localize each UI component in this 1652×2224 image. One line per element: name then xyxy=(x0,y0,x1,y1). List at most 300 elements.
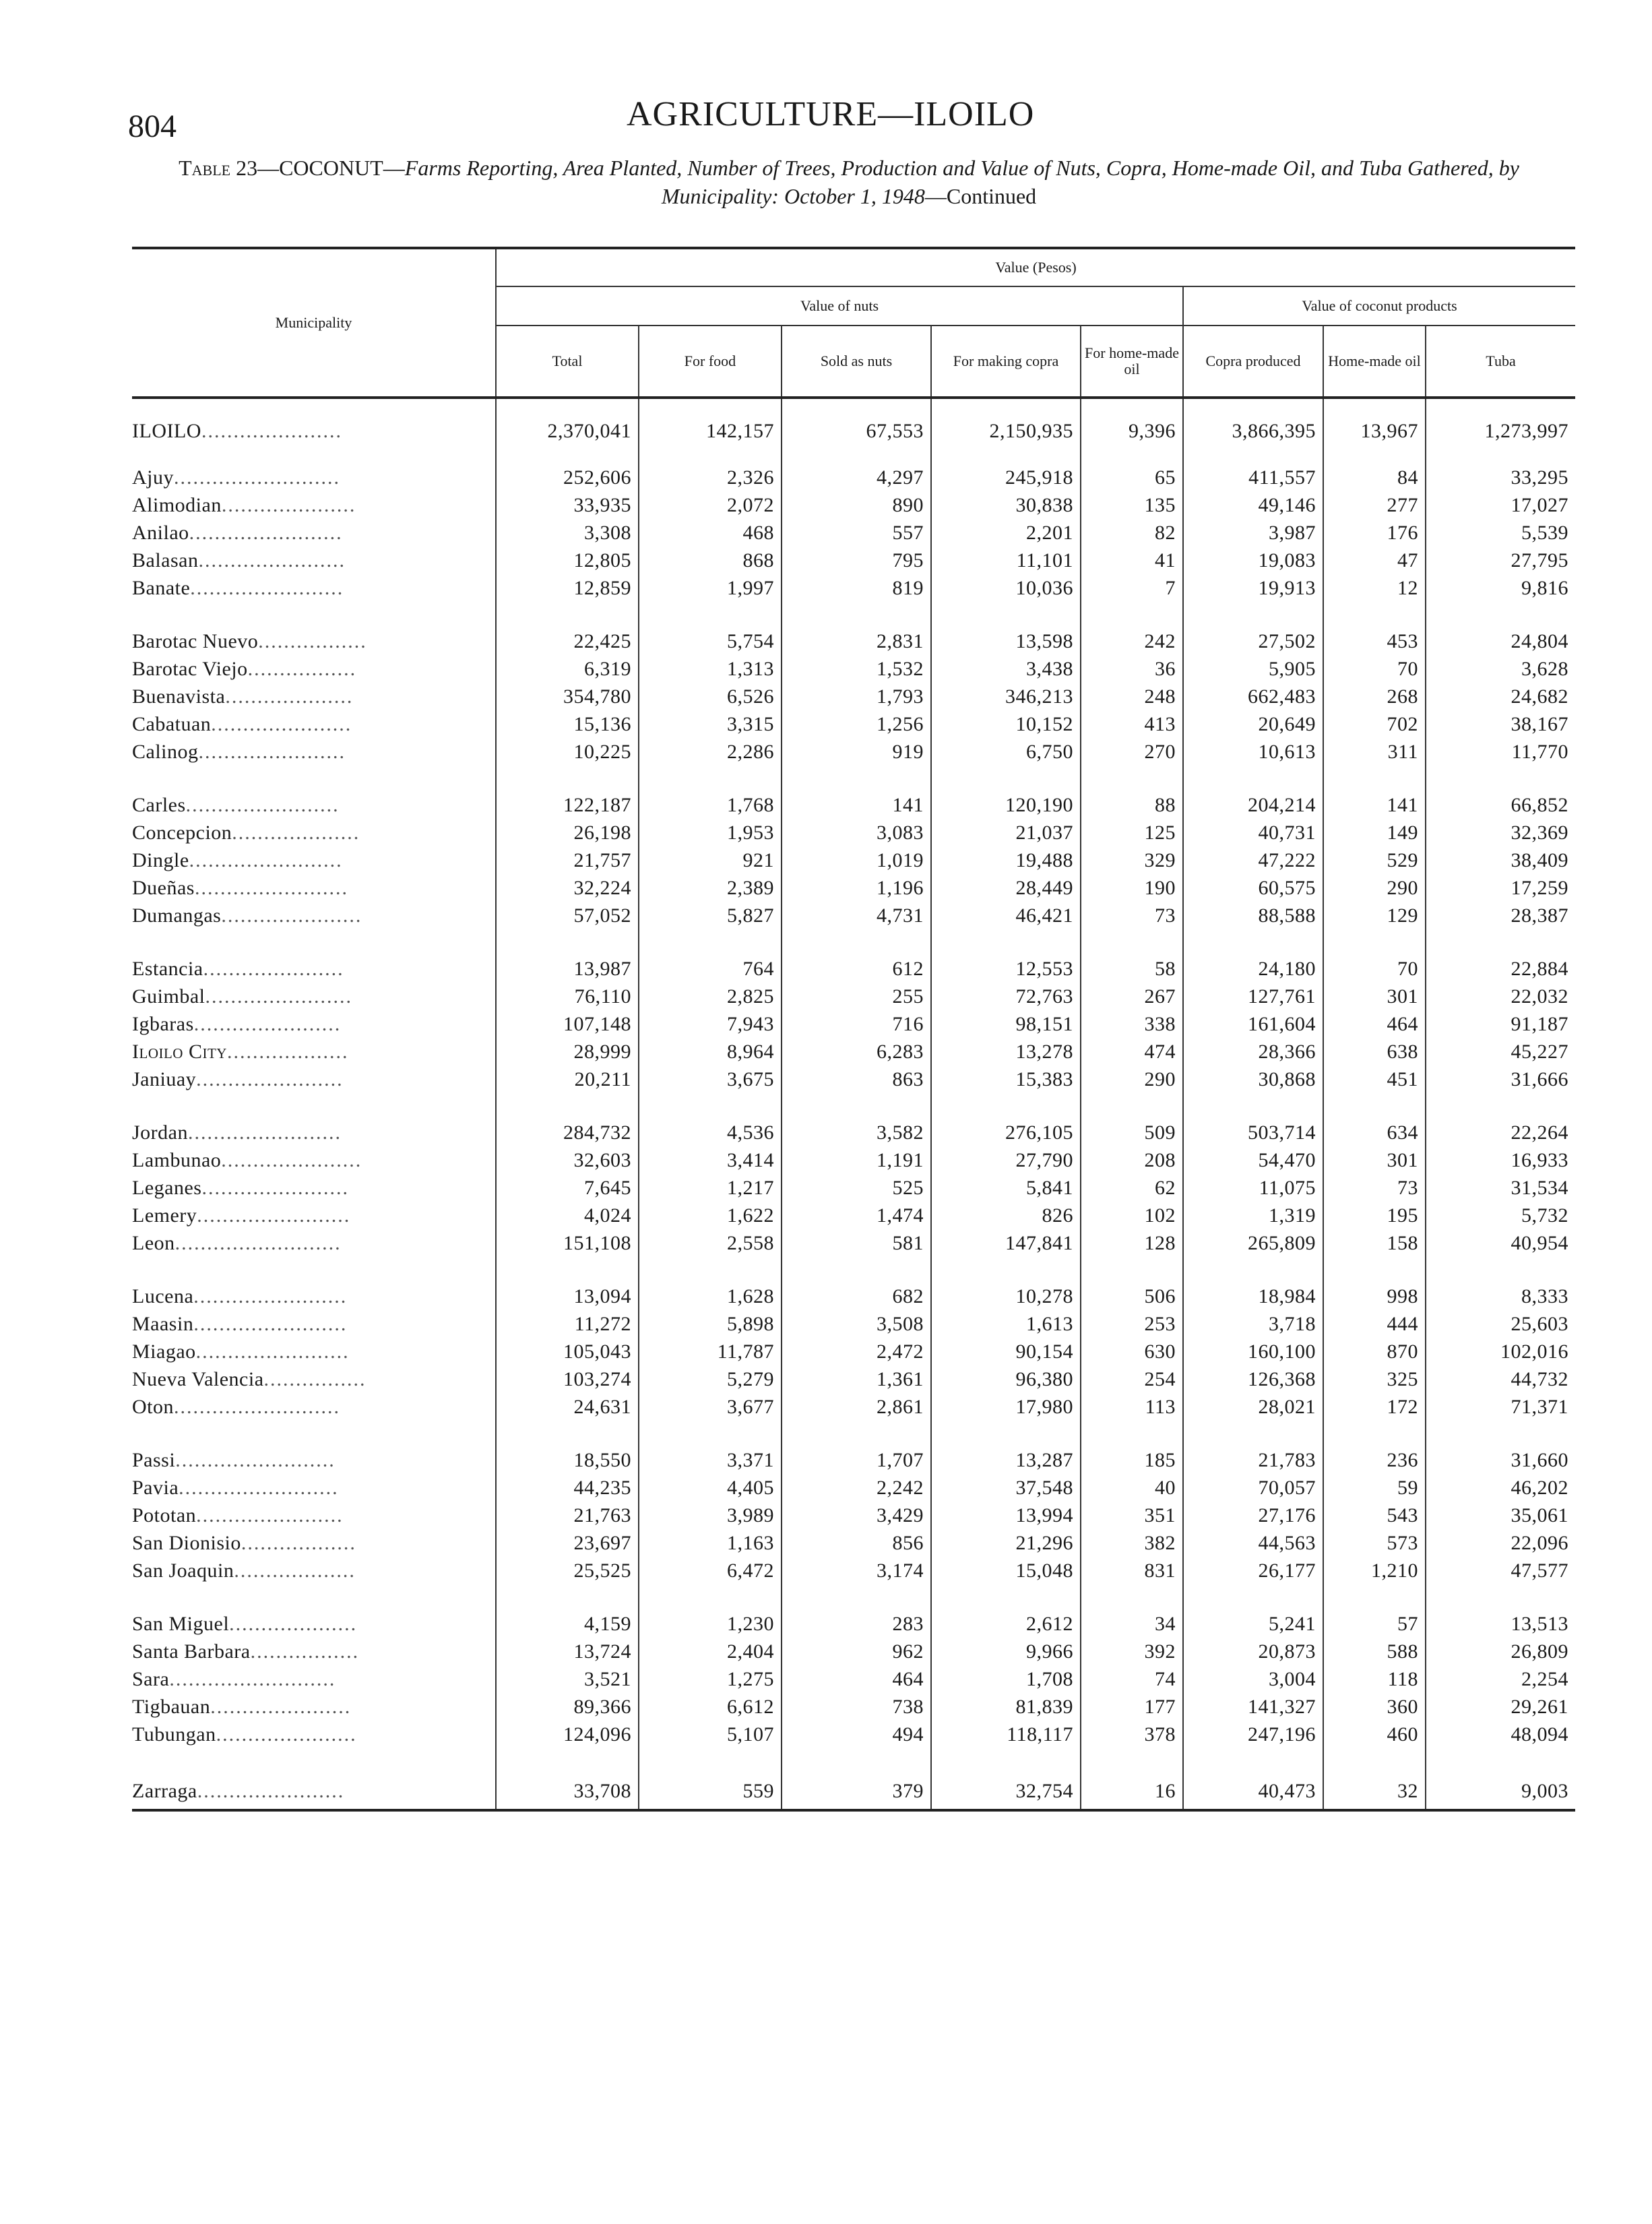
cell-copra-produced: 18,984 xyxy=(1183,1283,1323,1310)
table-row xyxy=(132,1365,1575,1393)
table-row xyxy=(132,627,1575,655)
cell-for-food: 3,675 xyxy=(639,1065,782,1093)
leader-dots: ................ xyxy=(263,1367,367,1390)
cell-home-made-oil: 84 xyxy=(1323,464,1426,491)
cell-tuba: 22,096 xyxy=(1426,1529,1575,1557)
cell-tuba: 40,954 xyxy=(1426,1229,1575,1257)
table-row xyxy=(132,1446,1575,1474)
cell-copra-produced: 47,222 xyxy=(1183,846,1323,874)
cell-total: 252,606 xyxy=(496,464,639,491)
cell-for-home-made-oil: 177 xyxy=(1081,1693,1183,1721)
leader-dots: ................... xyxy=(226,1040,349,1063)
cell-copra-produced: 204,214 xyxy=(1183,791,1323,819)
municipality-label: Janiuay xyxy=(132,1068,197,1090)
table-row xyxy=(132,1393,1575,1421)
cell-sold-as-nuts: 819 xyxy=(782,574,931,602)
cell-for-making-copra: 96,380 xyxy=(931,1365,1081,1393)
cell-tuba: 48,094 xyxy=(1426,1721,1575,1748)
table-label: Table 23—COCONUT— xyxy=(179,156,405,180)
cell-home-made-oil: 311 xyxy=(1323,738,1426,766)
municipality-name xyxy=(132,655,496,683)
municipality-header: Municipality xyxy=(132,248,496,398)
municipality-label: Guimbal xyxy=(132,985,205,1008)
cell-sold-as-nuts: 2,831 xyxy=(782,627,931,655)
cell-sold-as-nuts: 2,861 xyxy=(782,1393,931,1421)
cell-total: 3,521 xyxy=(496,1665,639,1693)
cell-for-making-copra: 90,154 xyxy=(931,1338,1081,1365)
cell-for-food: 3,677 xyxy=(639,1393,782,1421)
cell-for-making-copra: 276,105 xyxy=(931,1119,1081,1146)
municipality-name xyxy=(132,710,496,738)
cell-copra-produced: 40,731 xyxy=(1183,819,1323,846)
cell-for-home-made-oil: 254 xyxy=(1081,1365,1183,1393)
cell-sold-as-nuts: 738 xyxy=(782,1693,931,1721)
cell-for-home-made-oil: 509 xyxy=(1081,1119,1183,1146)
municipality-label: Nueva Valencia xyxy=(132,1367,264,1390)
cell-tuba: 5,539 xyxy=(1426,519,1575,547)
cell-total: 354,780 xyxy=(496,683,639,710)
cell-total: 32,603 xyxy=(496,1146,639,1174)
cell-for-home-made-oil: 413 xyxy=(1081,710,1183,738)
cell-copra-produced: 247,196 xyxy=(1183,1721,1323,1748)
municipality-label: Alimodian xyxy=(132,493,222,516)
cell-copra-produced: 3,987 xyxy=(1183,519,1323,547)
municipality-name xyxy=(132,1119,496,1146)
cell-for-home-made-oil: 208 xyxy=(1081,1146,1183,1174)
cell-tuba: 17,027 xyxy=(1426,491,1575,519)
cell-total: 15,136 xyxy=(496,710,639,738)
cell-sold-as-nuts: 2,472 xyxy=(782,1338,931,1365)
municipality-label: Dingle xyxy=(132,848,189,871)
group-spacer xyxy=(132,1421,1575,1446)
municipality-label: Tubungan xyxy=(132,1723,216,1746)
cell-copra-produced: 161,604 xyxy=(1183,1010,1323,1038)
cell-sold-as-nuts: 1,019 xyxy=(782,846,931,874)
table-row xyxy=(132,1721,1575,1748)
municipality-name xyxy=(132,547,496,574)
municipality-name xyxy=(132,1446,496,1474)
cell-total: 13,987 xyxy=(496,955,639,983)
cell-sold-as-nuts: 283 xyxy=(782,1610,931,1638)
municipality-name xyxy=(132,1474,496,1502)
municipality-label: San Joaquin xyxy=(132,1559,234,1582)
cell-for-making-copra: 826 xyxy=(931,1202,1081,1229)
municipality-label: Barotac Nuevo xyxy=(132,629,259,652)
cell-home-made-oil: 301 xyxy=(1323,983,1426,1010)
cell-tuba: 24,682 xyxy=(1426,683,1575,710)
cell-for-food: 5,827 xyxy=(639,902,782,929)
cell-copra-produced: 3,866,395 xyxy=(1183,398,1323,464)
cell-for-food: 3,414 xyxy=(639,1146,782,1174)
cell-sold-as-nuts: 856 xyxy=(782,1529,931,1557)
cell-for-home-made-oil: 378 xyxy=(1081,1721,1183,1748)
cell-sold-as-nuts: 795 xyxy=(782,547,931,574)
leader-dots: ....................... xyxy=(198,740,346,763)
cell-tuba: 35,061 xyxy=(1426,1502,1575,1529)
municipality-label: ILOILO xyxy=(132,420,201,442)
table-row xyxy=(132,1665,1575,1693)
municipality-name xyxy=(132,1502,496,1529)
cell-for-home-made-oil: 74 xyxy=(1081,1665,1183,1693)
municipality-label: Lemery xyxy=(132,1204,197,1227)
cell-home-made-oil: 277 xyxy=(1323,491,1426,519)
cell-for-making-copra: 72,763 xyxy=(931,983,1081,1010)
leader-dots: .......................... xyxy=(174,1395,340,1418)
cell-for-home-made-oil: 290 xyxy=(1081,1065,1183,1093)
table-row xyxy=(132,983,1575,1010)
leader-dots: ........................ xyxy=(185,793,340,816)
col-for-home-made-oil-header: For home-made oil xyxy=(1081,326,1183,398)
cell-for-home-made-oil: 36 xyxy=(1081,655,1183,683)
leader-dots: ...................... xyxy=(221,904,362,927)
leader-dots: ...................... xyxy=(221,1148,362,1171)
leader-dots: ....................... xyxy=(196,1504,344,1526)
cell-home-made-oil: 290 xyxy=(1323,874,1426,902)
cell-tuba: 17,259 xyxy=(1426,874,1575,902)
cell-copra-produced: 5,241 xyxy=(1183,1610,1323,1638)
cell-home-made-oil: 702 xyxy=(1323,710,1426,738)
cell-for-making-copra: 10,278 xyxy=(931,1283,1081,1310)
group-spacer xyxy=(132,1584,1575,1610)
cell-total: 12,805 xyxy=(496,547,639,574)
cell-for-making-copra: 1,708 xyxy=(931,1665,1081,1693)
cell-for-food: 5,107 xyxy=(639,1721,782,1748)
cell-home-made-oil: 70 xyxy=(1323,955,1426,983)
cell-tuba: 1,273,997 xyxy=(1426,398,1575,464)
municipality-name xyxy=(132,1038,496,1065)
cell-sold-as-nuts: 863 xyxy=(782,1065,931,1093)
cell-home-made-oil: 453 xyxy=(1323,627,1426,655)
municipality-name xyxy=(132,1665,496,1693)
cell-for-making-copra: 2,201 xyxy=(931,519,1081,547)
municipality-name xyxy=(132,1174,496,1202)
cell-sold-as-nuts: 890 xyxy=(782,491,931,519)
table-row xyxy=(132,819,1575,846)
municipality-label: Iloilo City xyxy=(132,1040,227,1063)
cell-for-food: 2,072 xyxy=(639,491,782,519)
cell-for-making-copra: 147,841 xyxy=(931,1229,1081,1257)
municipality-label: Jordan xyxy=(132,1121,188,1144)
leader-dots: ...................... xyxy=(201,420,342,442)
municipality-label: Buenavista xyxy=(132,685,226,708)
municipality-label: Zarraga xyxy=(132,1780,197,1802)
cell-copra-produced: 411,557 xyxy=(1183,464,1323,491)
cell-for-home-made-oil: 248 xyxy=(1081,683,1183,710)
cell-sold-as-nuts: 141 xyxy=(782,791,931,819)
leader-dots: ....................... xyxy=(205,985,352,1008)
cell-home-made-oil: 70 xyxy=(1323,655,1426,683)
municipality-name xyxy=(132,1338,496,1365)
cell-sold-as-nuts: 4,731 xyxy=(782,902,931,929)
leader-dots: ........................ xyxy=(190,576,344,599)
municipality-name xyxy=(132,738,496,766)
cell-tuba: 102,016 xyxy=(1426,1338,1575,1365)
cell-tuba: 47,577 xyxy=(1426,1557,1575,1584)
cell-tuba: 22,264 xyxy=(1426,1119,1575,1146)
cell-for-food: 1,953 xyxy=(639,819,782,846)
municipality-label: Banate xyxy=(132,576,191,599)
cell-sold-as-nuts: 716 xyxy=(782,1010,931,1038)
cell-for-making-copra: 346,213 xyxy=(931,683,1081,710)
cell-home-made-oil: 32 xyxy=(1323,1774,1426,1810)
cell-for-food: 142,157 xyxy=(639,398,782,464)
cell-copra-produced: 26,177 xyxy=(1183,1557,1323,1584)
cell-home-made-oil: 172 xyxy=(1323,1393,1426,1421)
cell-for-home-made-oil: 242 xyxy=(1081,627,1183,655)
cell-home-made-oil: 464 xyxy=(1323,1010,1426,1038)
cell-tuba: 16,933 xyxy=(1426,1146,1575,1174)
leader-dots: ................. xyxy=(258,629,367,652)
cell-sold-as-nuts: 1,793 xyxy=(782,683,931,710)
cell-for-food: 1,768 xyxy=(639,791,782,819)
leader-dots: ...................... xyxy=(203,957,344,980)
cell-for-home-made-oil: 185 xyxy=(1081,1446,1183,1474)
cell-for-making-copra: 81,839 xyxy=(931,1693,1081,1721)
cell-tuba: 13,513 xyxy=(1426,1610,1575,1638)
cell-for-food: 2,389 xyxy=(639,874,782,902)
cell-total: 21,757 xyxy=(496,846,639,874)
municipality-label: Concepcion xyxy=(132,821,232,844)
cell-for-making-copra: 32,754 xyxy=(931,1774,1081,1810)
cell-for-food: 5,898 xyxy=(639,1310,782,1338)
cell-copra-produced: 503,714 xyxy=(1183,1119,1323,1146)
cell-copra-produced: 1,319 xyxy=(1183,1202,1323,1229)
municipality-label: Ajuy xyxy=(132,466,174,489)
cell-tuba: 28,387 xyxy=(1426,902,1575,929)
cell-sold-as-nuts: 4,297 xyxy=(782,464,931,491)
cell-for-making-copra: 98,151 xyxy=(931,1010,1081,1038)
cell-tuba: 31,660 xyxy=(1426,1446,1575,1474)
cell-copra-produced: 5,905 xyxy=(1183,655,1323,683)
cell-total: 20,211 xyxy=(496,1065,639,1093)
leader-dots: .................. xyxy=(241,1531,356,1554)
table-row xyxy=(132,1610,1575,1638)
cell-home-made-oil: 638 xyxy=(1323,1038,1426,1065)
leader-dots: ....................... xyxy=(197,1780,345,1802)
municipality-label: Dumangas xyxy=(132,904,222,927)
cell-total: 28,999 xyxy=(496,1038,639,1065)
municipality-name xyxy=(132,1010,496,1038)
table-row xyxy=(132,1502,1575,1529)
cell-for-food: 921 xyxy=(639,846,782,874)
cell-home-made-oil: 12 xyxy=(1323,574,1426,602)
cell-total: 26,198 xyxy=(496,819,639,846)
cell-tuba: 9,003 xyxy=(1426,1774,1575,1810)
cell-for-making-copra: 6,750 xyxy=(931,738,1081,766)
table-row xyxy=(132,791,1575,819)
cell-copra-produced: 30,868 xyxy=(1183,1065,1323,1093)
municipality-name xyxy=(132,1693,496,1721)
running-head: AGRICULTURE—ILOILO xyxy=(627,95,1035,133)
cell-home-made-oil: 870 xyxy=(1323,1338,1426,1365)
cell-home-made-oil: 325 xyxy=(1323,1365,1426,1393)
cell-tuba: 3,628 xyxy=(1426,655,1575,683)
municipality-name xyxy=(132,627,496,655)
col-home-made-oil-header: Home-made oil xyxy=(1323,326,1426,398)
municipality-name xyxy=(132,491,496,519)
table-row xyxy=(132,1038,1575,1065)
cell-total: 105,043 xyxy=(496,1338,639,1365)
cell-for-home-made-oil: 474 xyxy=(1081,1038,1183,1065)
cell-for-making-copra: 30,838 xyxy=(931,491,1081,519)
group-spacer xyxy=(132,1257,1575,1283)
leader-dots: ..................... xyxy=(221,493,356,516)
table-row xyxy=(132,1638,1575,1665)
cell-for-food: 6,612 xyxy=(639,1693,782,1721)
cell-for-making-copra: 27,790 xyxy=(931,1146,1081,1174)
leader-dots: .......................... xyxy=(174,466,340,489)
cell-copra-produced: 20,873 xyxy=(1183,1638,1323,1665)
cell-for-making-copra: 2,150,935 xyxy=(931,398,1081,464)
table-row xyxy=(132,1310,1575,1338)
cell-sold-as-nuts: 962 xyxy=(782,1638,931,1665)
cell-for-food: 8,964 xyxy=(639,1038,782,1065)
cell-for-food: 559 xyxy=(639,1774,782,1810)
leader-dots: ....................... xyxy=(196,1068,344,1090)
municipality-name xyxy=(132,846,496,874)
cell-for-home-made-oil: 113 xyxy=(1081,1393,1183,1421)
cell-total: 4,024 xyxy=(496,1202,639,1229)
municipality-label: Igbaras xyxy=(132,1012,194,1035)
municipality-label: Passi xyxy=(132,1448,176,1471)
leader-dots: ........................ xyxy=(189,848,343,871)
cell-total: 24,631 xyxy=(496,1393,639,1421)
cell-sold-as-nuts: 1,191 xyxy=(782,1146,931,1174)
table-row xyxy=(132,1557,1575,1584)
table-row xyxy=(132,710,1575,738)
municipality-label: Dueñas xyxy=(132,876,195,899)
cell-sold-as-nuts: 3,429 xyxy=(782,1502,931,1529)
group-spacer xyxy=(132,602,1575,627)
table-row xyxy=(132,519,1575,547)
leader-dots: ....................... xyxy=(193,1012,342,1035)
cell-for-making-copra: 12,553 xyxy=(931,955,1081,983)
cell-home-made-oil: 451 xyxy=(1323,1065,1426,1093)
cell-for-making-copra: 3,438 xyxy=(931,655,1081,683)
table-row xyxy=(132,547,1575,574)
cell-sold-as-nuts: 3,508 xyxy=(782,1310,931,1338)
leader-dots: ...................... xyxy=(210,1695,352,1718)
cell-total: 57,052 xyxy=(496,902,639,929)
cell-sold-as-nuts: 3,083 xyxy=(782,819,931,846)
municipality-name xyxy=(132,574,496,602)
cell-for-food: 2,404 xyxy=(639,1638,782,1665)
cell-for-making-copra: 37,548 xyxy=(931,1474,1081,1502)
cell-tuba: 24,804 xyxy=(1426,627,1575,655)
municipality-name xyxy=(132,1557,496,1584)
cell-total: 13,094 xyxy=(496,1283,639,1310)
cell-total: 32,224 xyxy=(496,874,639,902)
municipality-label: San Dionisio xyxy=(132,1531,241,1554)
cell-sold-as-nuts: 6,283 xyxy=(782,1038,931,1065)
cell-tuba: 71,371 xyxy=(1426,1393,1575,1421)
cell-for-home-made-oil: 351 xyxy=(1081,1502,1183,1529)
cell-copra-produced: 20,649 xyxy=(1183,710,1323,738)
cell-total: 33,935 xyxy=(496,491,639,519)
cell-total: 25,525 xyxy=(496,1557,639,1584)
cell-tuba: 44,732 xyxy=(1426,1365,1575,1393)
municipality-label: Tigbauan xyxy=(132,1695,211,1718)
cell-for-home-made-oil: 62 xyxy=(1081,1174,1183,1202)
cell-tuba: 38,409 xyxy=(1426,846,1575,874)
municipality-label: Estancia xyxy=(132,957,203,980)
cell-for-food: 1,230 xyxy=(639,1610,782,1638)
cell-tuba: 8,333 xyxy=(1426,1283,1575,1310)
municipality-label: Miagao xyxy=(132,1340,196,1363)
cell-for-home-made-oil: 630 xyxy=(1081,1338,1183,1365)
leader-dots: ................... xyxy=(234,1559,356,1582)
cell-home-made-oil: 529 xyxy=(1323,846,1426,874)
table-row xyxy=(132,574,1575,602)
cell-home-made-oil: 141 xyxy=(1323,791,1426,819)
cell-for-home-made-oil: 102 xyxy=(1081,1202,1183,1229)
leader-dots: ...................... xyxy=(211,712,352,735)
cell-copra-produced: 160,100 xyxy=(1183,1338,1323,1365)
cell-total: 2,370,041 xyxy=(496,398,639,464)
table-row xyxy=(132,846,1575,874)
cell-copra-produced: 28,021 xyxy=(1183,1393,1323,1421)
cell-for-home-made-oil: 135 xyxy=(1081,491,1183,519)
cell-copra-produced: 126,368 xyxy=(1183,1365,1323,1393)
cell-for-making-copra: 19,488 xyxy=(931,846,1081,874)
table-row xyxy=(132,1338,1575,1365)
cell-total: 23,697 xyxy=(496,1529,639,1557)
cell-home-made-oil: 1,210 xyxy=(1323,1557,1426,1584)
cell-home-made-oil: 236 xyxy=(1323,1446,1426,1474)
cell-total: 284,732 xyxy=(496,1119,639,1146)
cell-total: 18,550 xyxy=(496,1446,639,1474)
cell-tuba: 22,032 xyxy=(1426,983,1575,1010)
cell-sold-as-nuts: 1,474 xyxy=(782,1202,931,1229)
cell-for-food: 1,275 xyxy=(639,1665,782,1693)
municipality-label: Lambunao xyxy=(132,1148,222,1171)
municipality-label: Pavia xyxy=(132,1476,179,1499)
cell-for-making-copra: 2,612 xyxy=(931,1610,1081,1638)
cell-for-making-copra: 21,296 xyxy=(931,1529,1081,1557)
cell-total: 124,096 xyxy=(496,1721,639,1748)
cell-for-making-copra: 9,966 xyxy=(931,1638,1081,1665)
cell-for-home-made-oil: 382 xyxy=(1081,1529,1183,1557)
cell-for-making-copra: 11,101 xyxy=(931,547,1081,574)
cell-copra-produced: 54,470 xyxy=(1183,1146,1323,1174)
cell-home-made-oil: 360 xyxy=(1323,1693,1426,1721)
group-spacer xyxy=(132,766,1575,791)
cell-for-food: 11,787 xyxy=(639,1338,782,1365)
table-continued: —Continued xyxy=(924,184,1037,208)
group-spacer xyxy=(132,1093,1575,1119)
municipality-name xyxy=(132,1774,496,1810)
cell-sold-as-nuts: 255 xyxy=(782,983,931,1010)
cell-sold-as-nuts: 3,174 xyxy=(782,1557,931,1584)
cell-total: 122,187 xyxy=(496,791,639,819)
leader-dots: .......................... xyxy=(174,1231,342,1254)
table-row xyxy=(132,491,1575,519)
cell-tuba: 66,852 xyxy=(1426,791,1575,819)
cell-for-home-made-oil: 65 xyxy=(1081,464,1183,491)
cell-home-made-oil: 59 xyxy=(1323,1474,1426,1502)
cell-home-made-oil: 129 xyxy=(1323,902,1426,929)
municipality-label: Maasin xyxy=(132,1312,194,1335)
group-spacer xyxy=(132,929,1575,955)
cell-for-food: 1,163 xyxy=(639,1529,782,1557)
cell-for-home-made-oil: 16 xyxy=(1081,1774,1183,1810)
cell-total: 13,724 xyxy=(496,1638,639,1665)
cell-sold-as-nuts: 494 xyxy=(782,1721,931,1748)
cell-copra-produced: 24,180 xyxy=(1183,955,1323,983)
cell-tuba: 31,534 xyxy=(1426,1174,1575,1202)
table-row xyxy=(132,683,1575,710)
cell-for-making-copra: 21,037 xyxy=(931,819,1081,846)
